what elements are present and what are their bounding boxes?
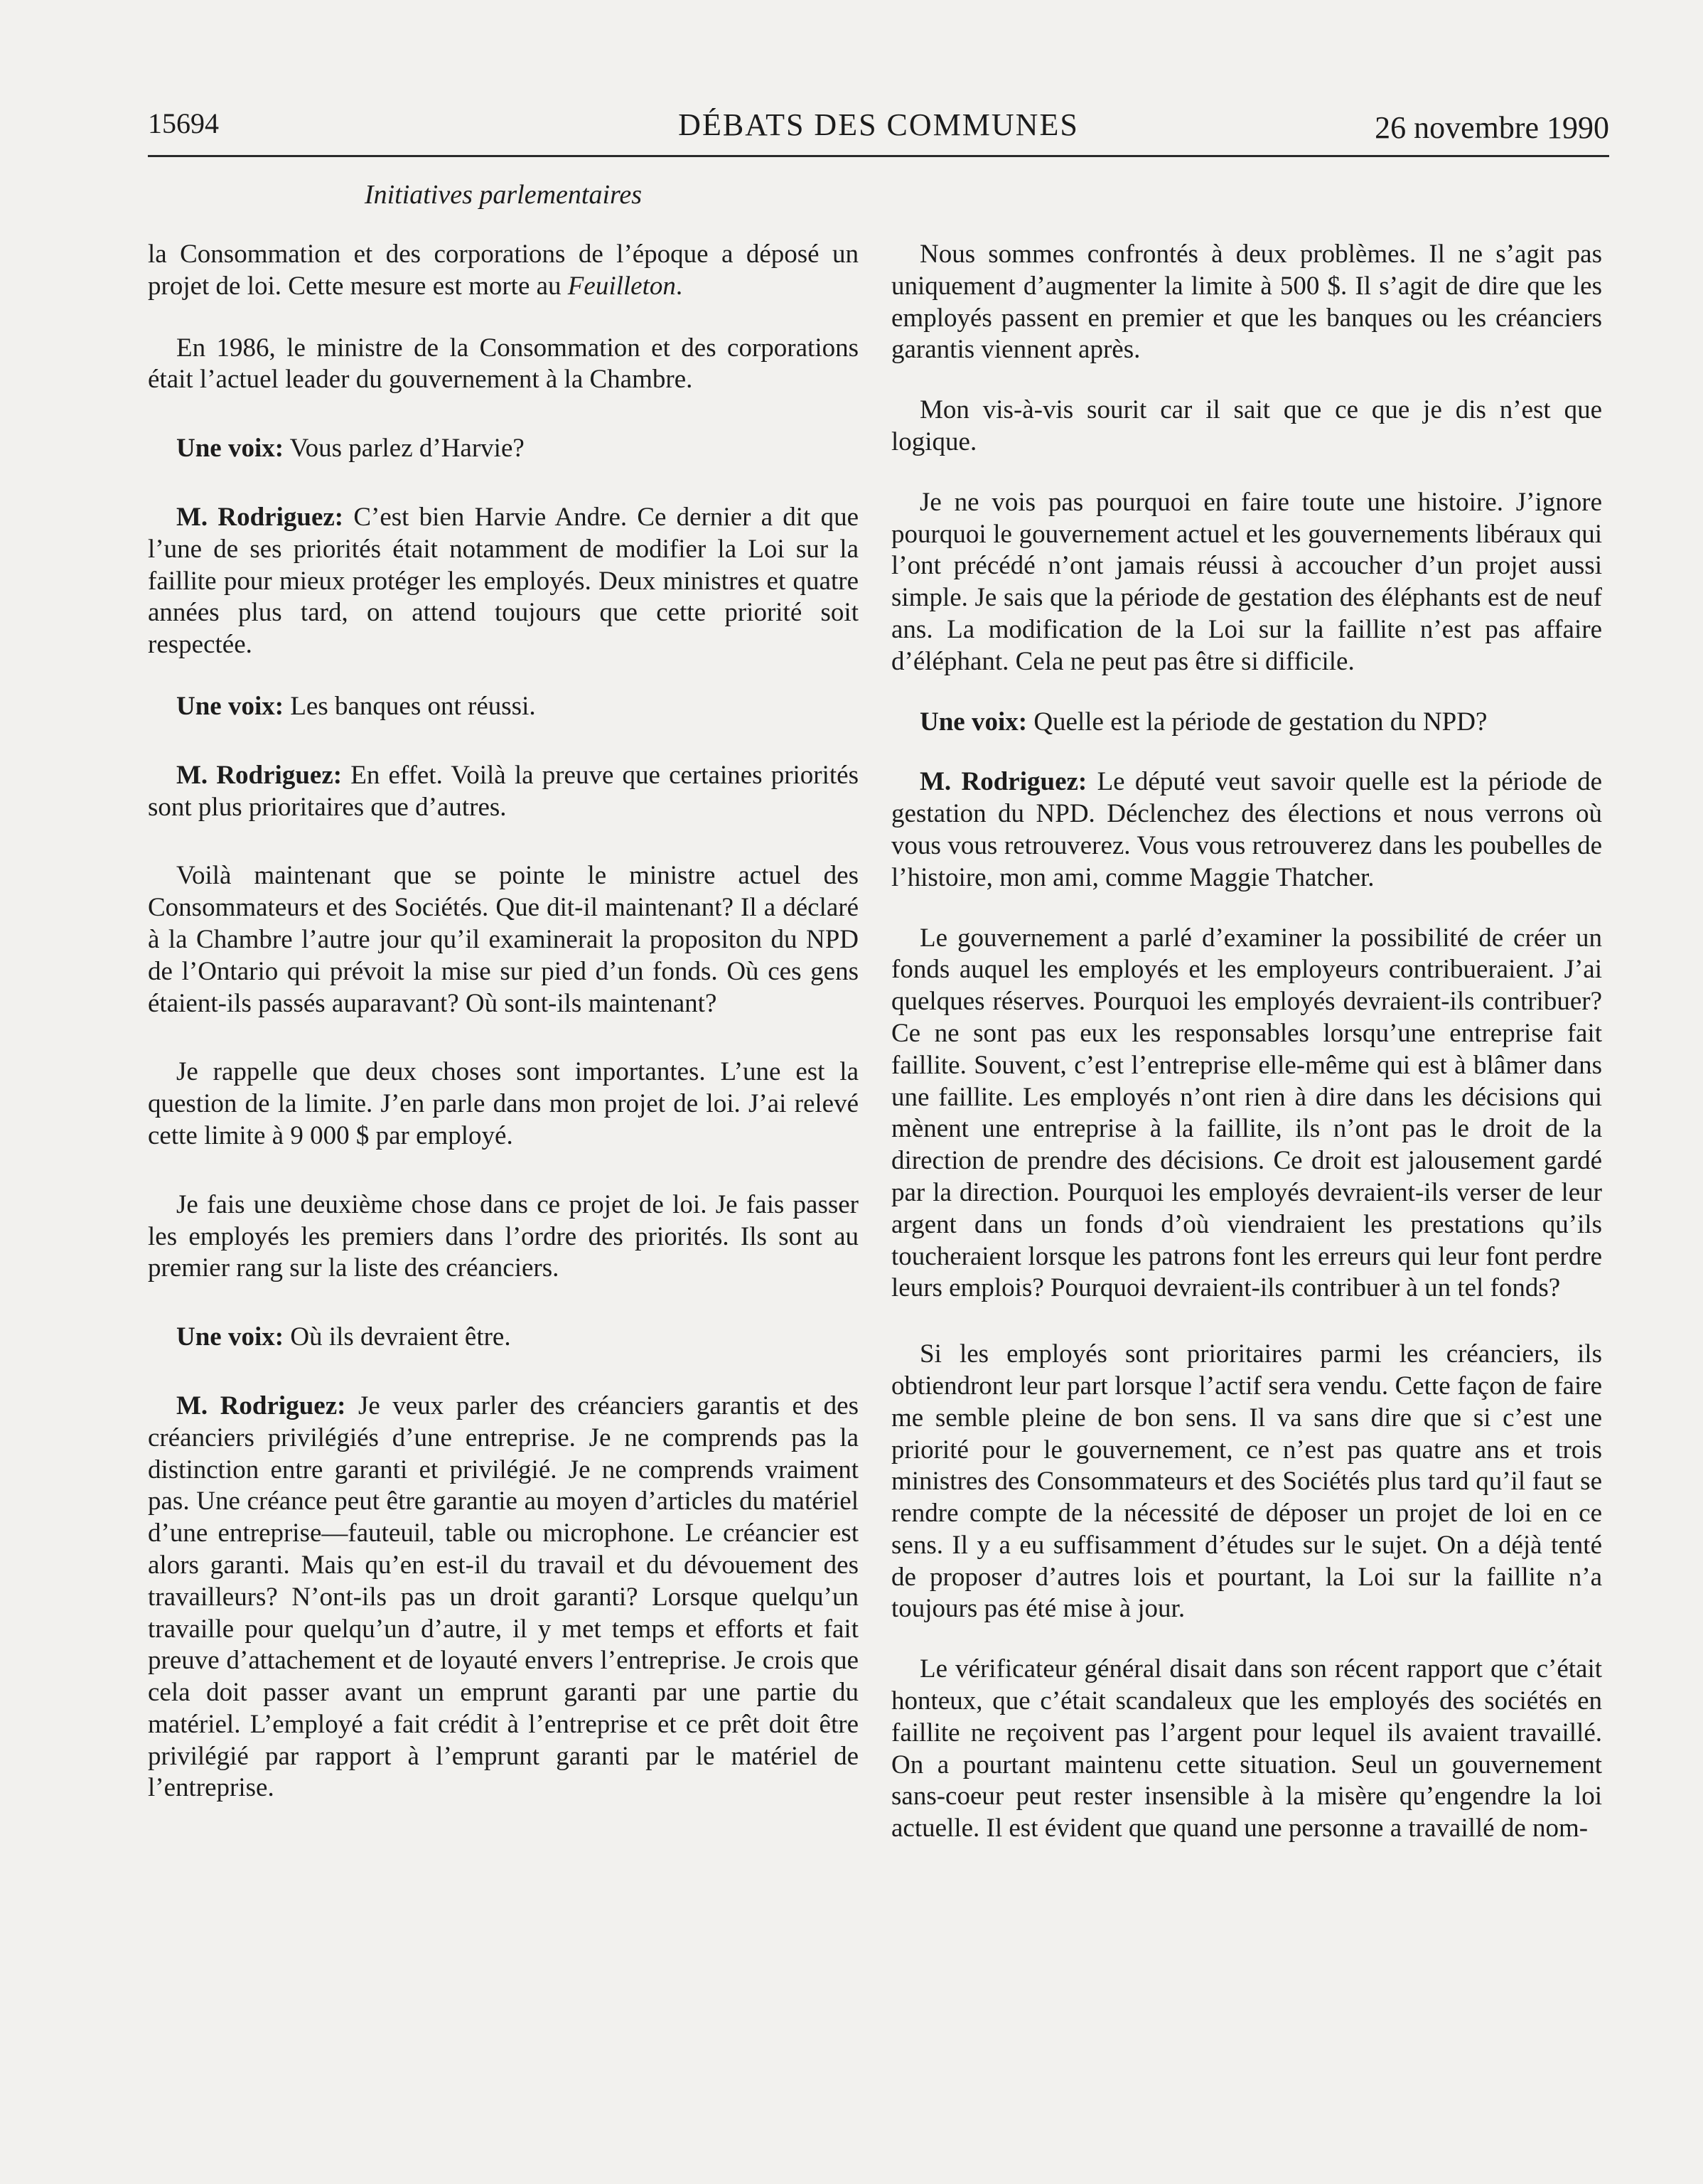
- speaker-label: Une voix:: [920, 707, 1028, 737]
- paragraph: [891, 1654, 1602, 1845]
- paragraph-text: Le vérificateur général disait dans son récent rapport que c’était honteux, que c’était scandaleux que les employés des sociétés en faillite ne reçoivent pas l’argent pour lequel ils avaient travaillé. On a pourtant maintenu cette situation. Seul un gouvernement sans-coeur peut rester insensible à la misère qu’engendre la loi actuelle. Il est évident que quand une personne a travaillé de nom-: [891, 1654, 1602, 1843]
- paragraph-text: Je veux parler des créanciers garantis et des créanciers privilégiés d’une entreprise. Je ne comprends pas la distinction entre garanti et privilégié. Je ne comprends vraiment pas. Une créance peut être garantie au moyen d’articles du matériel d’une entreprise—fauteuil, table ou microphone. Le créancier est alors garanti. Mais qu’en est-il du travail et du dévouement des travailleurs? N’ont-ils pas un droit garanti? Lorsque quelqu’un travaille pour quelqu’un d’autre, il y met temps et efforts et fait preuve d’attachement et de loyauté envers l’entreprise. Je crois que cela doit passer avant un emprunt garanti par une partie du matériel. L’employé a fait crédit à l’entreprise et ce prêt doit être privilégié par rapport à l’emprunt garanti par le matériel de l’entreprise.: [148, 1391, 859, 1803]
- paragraph-text: Mon vis-à-vis sourit car il sait que ce que je dis n’est que logique.: [891, 395, 1602, 456]
- paragraph-text: Je fais une deuxième chose dans ce projet de loi. Je fais passer les employés les premiers dans l’ordre des priorités. Ils sont au premier rang sur la liste des créanciers.: [148, 1189, 859, 1283]
- paragraph-text: C’est bien Harvie Andre. Ce dernier a dit que l’une de ses priorités était notamment de modifier la Loi sur la faillite pour mieux protéger les employés. Deux ministres et quatre années plus tard, on attend toujours que cette priorité soit respectée.: [148, 502, 859, 660]
- paragraph-text: Quelle est la période de gestation du NPD?: [1033, 707, 1488, 737]
- paragraph: [148, 502, 859, 661]
- publication-title: DÉBATS DES COMMUNES: [678, 107, 1079, 142]
- paragraph-text: Voilà maintenant que se pointe le ministre actuel des Consommateurs et des Sociétés. Que dit-il maintenant? Il a déclaré à la Chambre l’autre jour qu’il examinerait la propositon du NPD de l’Ontario qui prévoit la mise sur pied d’un fonds. Où ces gens étaient-ils passés auparavant? Où sont-ils maintenant?: [148, 861, 859, 1018]
- sitting-date: 26 novembre 1990: [1375, 110, 1609, 145]
- paragraph: [891, 395, 1602, 459]
- paragraph-text-end: .: [675, 271, 683, 301]
- page-number: 15694: [148, 107, 219, 139]
- paragraph-text: Vous parlez d’Harvie?: [289, 434, 525, 464]
- speaker-label: Une voix:: [176, 434, 284, 464]
- paragraph: [148, 333, 859, 397]
- paragraph-text: Le député veut savoir quelle est la période de gestation du NPD. Déclenchez des élections et nous verrons où vous vous retrouverez. Vous vous retrouverez dans les poubelles de l’histoire, mon ami, comme Maggie Thatcher.: [891, 767, 1603, 892]
- paragraph: [891, 1339, 1602, 1625]
- paragraph: [148, 1056, 859, 1152]
- paragraph: [891, 239, 1602, 366]
- paragraph: [148, 691, 859, 723]
- paragraph-text: En effet. Voilà la preuve que certaines priorités sont plus prioritaires que d’autres.: [148, 760, 859, 822]
- paragraph-text: En 1986, le ministre de la Consommation et des corporations était l’actuel leader du gouvernement à la Chambre.: [148, 333, 859, 395]
- paragraph-text: Si les employés sont prioritaires parmi les créanciers, ils obtiendront leur part lorsque l’actif sera vendu. Cette façon de faire me semble pleine de bon sens. Il va sans dire que si c’est une priorité pour le gouvernement, ce n’est pas quatre ans et trois ministres des Consommateurs et des Sociétés plus tard qu’il faut se rendre compte de la nécessité de déposer un projet de loi en ce sens. Il y a eu suffisamment d’études sur le sujet. On a déjà tenté de proposer d’autres lois et pourtant, la Loi sur la faillite n’a toujours pas été mise à jour.: [891, 1339, 1602, 1624]
- paragraph-text: Je rappelle que deux choses sont importantes. L’une est la question de la limite. J’en parle dans mon projet de loi. J’ai relevé cette limite à 9 000 $ par employé.: [148, 1057, 859, 1150]
- speaker-label: Une voix:: [176, 691, 284, 721]
- section-title: Initiatives parlementaires: [364, 180, 643, 210]
- paragraph: [148, 1391, 859, 1804]
- page-header: [148, 107, 1609, 157]
- paragraph: [148, 1189, 859, 1285]
- paragraph: [891, 766, 1602, 894]
- paragraph: [148, 239, 859, 303]
- paragraph: [891, 707, 1602, 739]
- speaker-label: M. Rodriguez:: [176, 502, 344, 532]
- paragraph-text: Nous sommes confrontés à deux problèmes. Il ne s’agit pas uniquement d’augmenter la limite à 500 $. Il s’agit de dire que les employés passent en premier et que les banques ou les créanciers garantis viennent après.: [891, 240, 1602, 365]
- paragraph: [891, 923, 1602, 1305]
- paragraph-text: la Consommation et des corporations de l’époque a déposé un projet de loi. Cette mesure est morte au: [148, 240, 859, 301]
- speaker-label: M. Rodriguez:: [920, 767, 1087, 797]
- paragraph-text: Le gouvernement a parlé d’examiner la possibilité de créer un fonds auquel les employés et les employeurs contribueraient. J’ai quelques réserves. Pourquoi les employés devraient-ils contribuer? Ce ne sont pas eux les responsables lorsqu’une entreprise fait faillite. Souvent, c’est l’entreprise elle-même qui est à blâmer dans une faillite. Les employés n’ont rien à dire dans les décisions qui mènent une entreprise à la faillite, ils n’ont pas le droit de la direction de prendre des décisions. Ce droit est jalousement gardé par la direction. Pourquoi les employés devraient-ils verser de leur argent dans un fonds d’où viendraient les prestations qu’ils toucheraient lorsque les patrons font les erreurs qui leur font perdre leurs emplois? Pourquoi devraient-ils contribuer à un tel fonds?: [891, 923, 1602, 1303]
- speaker-label: Une voix:: [176, 1322, 284, 1352]
- paragraph: [148, 760, 859, 824]
- paragraph-emphasis: Feuilleton: [567, 271, 676, 301]
- speaker-label: M. Rodriguez:: [176, 1391, 346, 1420]
- paragraph-text: Les banques ont réussi.: [290, 691, 536, 721]
- paragraph: [148, 433, 859, 465]
- paragraph: [891, 487, 1602, 678]
- paragraph-text: Je ne vois pas pourquoi en faire toute une histoire. J’ignore pourquoi le gouvernement actuel et les gouvernements libéraux qui l’ont précédé n’ont jamais réussi à accoucher d’un projet aussi simple. Je sais que la période de gestation des éléphants est de neuf ans. La modification de la Loi sur la faillite n’est pas affaire d’éléphant. Cela ne peut pas être si difficile.: [891, 487, 1602, 676]
- paragraph-text: Où ils devraient être.: [290, 1322, 511, 1352]
- left-column: [148, 239, 859, 1804]
- speaker-label: M. Rodriguez:: [176, 760, 343, 790]
- right-column: [891, 239, 1602, 1845]
- paragraph: [148, 860, 859, 1019]
- paragraph: [148, 1322, 859, 1354]
